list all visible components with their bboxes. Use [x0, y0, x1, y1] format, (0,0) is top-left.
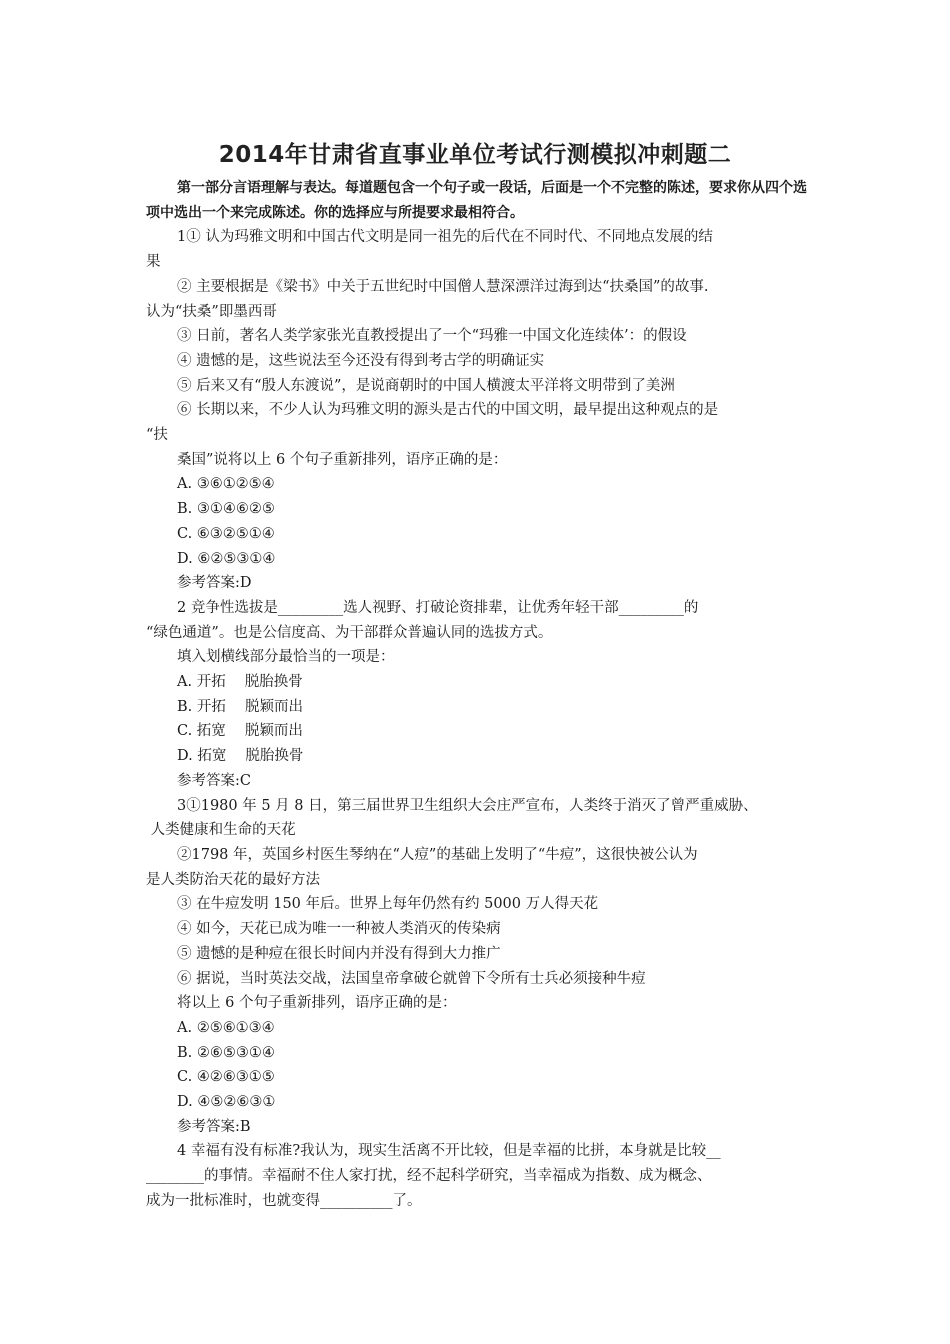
q3-option-b: B. ②⑥⑤③①④	[177, 1044, 275, 1061]
q4-stem: 4 幸福有没有标准?我认为，现实生活离不开比较，但是幸福的比拼，本身就是比较__	[177, 1143, 721, 1160]
q3-sentence-4: ④ 如今，天花已成为唯一一种被人类消灭的传染病	[177, 921, 501, 938]
q3-sentence-1: 3①1980 年 5 月 8 日，第三届世界卫生组织大会庄严宣布，人类终于消灭了曾严重威胁、	[177, 797, 758, 814]
q4-stem-cont-2: 成为一批标准时，也就变得__________了。	[146, 1192, 422, 1209]
q3-option-d: D. ④⑤②⑥③①	[177, 1094, 276, 1111]
q3-sentence-2-cont: 是人类防治天花的最好方法	[146, 871, 320, 888]
q3-sentence-6: ⑥ 据说，当时英法交战，法国皇帝拿破仑就曾下令所有士兵必须接种牛痘	[177, 970, 646, 987]
q3-option-c: C. ④②⑥③①⑤	[177, 1069, 275, 1086]
q1-sentence-6-cont: “扶	[146, 427, 168, 444]
q2-option-d: D. 拓宽 脱胎换骨	[177, 748, 304, 765]
q1-answer: 参考答案:D	[177, 575, 252, 592]
q1-sentence-5: ⑤ 后来又有“殷人东渡说”，是说商朝时的中国人横渡太平洋将文明带到了美洲	[177, 377, 675, 394]
q3-sentence-3: ③ 在牛痘发明 150 年后。世界上每年仍然有约 5000 万人得天花	[177, 896, 599, 913]
q1-option-c: C. ⑥③②⑤①④	[177, 525, 275, 542]
q1-option-d: D. ⑥②⑤③①④	[177, 550, 276, 567]
q3-option-a: A. ②⑤⑥①③④	[177, 1019, 275, 1036]
q3-prompt: 将以上 6 个句子重新排列，语序正确的是：	[177, 995, 457, 1012]
q1-prompt: 桑国”说将以上 6 个句子重新排列，语序正确的是：	[177, 451, 508, 468]
q1-option-b: B. ③①④⑥②⑤	[177, 501, 275, 518]
q2-option-b: B. 开拓 脱颖而出	[177, 698, 303, 715]
q3-sentence-5: ⑤ 遗憾的是种痘在很长时间内并没有得到大力推广	[177, 945, 501, 962]
q2-prompt: 填入划横线部分最恰当的一项是：	[177, 649, 395, 666]
q4-stem-cont-1: ________的事情。幸福耐不住人家打扰，经不起科学研究，当幸福成为指数、成为概念、	[146, 1168, 712, 1185]
section-intro: 第一部分言语理解与表达。每道题包含一个句子或一段话，后面是一个不完整的陈述，要求你从四个选项中选出一个来完成陈述。你的选择应与所提要求最相符合。	[146, 180, 807, 221]
q1-sentence-3: ③ 日前，著名人类学家张光直教授提出了一个“玛雅一中国文化连续体’：的假设	[177, 328, 687, 345]
q1-sentence-1-cont: 果	[146, 254, 161, 271]
q2-answer: 参考答案:C	[177, 772, 251, 789]
q2-stem: 2 竞争性选拔是_________选人视野、打破论资排辈，让优秀年轻干部_________的	[177, 599, 699, 616]
q1-sentence-2: ② 主要根据是《梁书》中关于五世纪时中国僧人慧深漂洋过海到达“扶桑国”的故事.	[177, 278, 709, 295]
q2-option-a: A. 开拓 脱胎换骨	[177, 674, 303, 691]
q1-sentence-2-cont: 认为“扶桑”即墨西哥	[146, 303, 277, 320]
q1-option-a: A. ③⑥①②⑤④	[177, 476, 275, 493]
document-title: 2014年甘肃省直事业单位考试行测模拟冲刺题二	[218, 142, 732, 168]
q1-sentence-1: 1① 认为玛雅文明和中国古代文明是同一祖先的后代在不同时代、不同地点发展的结	[177, 229, 713, 246]
q1-sentence-4: ④ 遗憾的是，这些说法至今还没有得到考古学的明确证实	[177, 352, 545, 369]
q3-answer: 参考答案:B	[177, 1118, 251, 1135]
q1-sentence-6: ⑥ 长期以来，不少人认为玛雅文明的源头是古代的中国文明，最早提出这种观点的是	[177, 402, 719, 419]
q3-sentence-1-cont: 人类健康和生命的天花	[146, 822, 296, 839]
q3-sentence-2: ②1798 年，英国乡村医生琴纳在“人痘”的基础上发明了“牛痘”，这很快被公认为	[177, 846, 698, 863]
q2-stem-cont: “绿色通道”。也是公信度高、为干部群众普遍认同的选拔方式。	[146, 624, 553, 641]
document-body	[146, 176, 816, 1214]
q2-option-c: C. 拓宽 脱颖而出	[177, 723, 303, 740]
